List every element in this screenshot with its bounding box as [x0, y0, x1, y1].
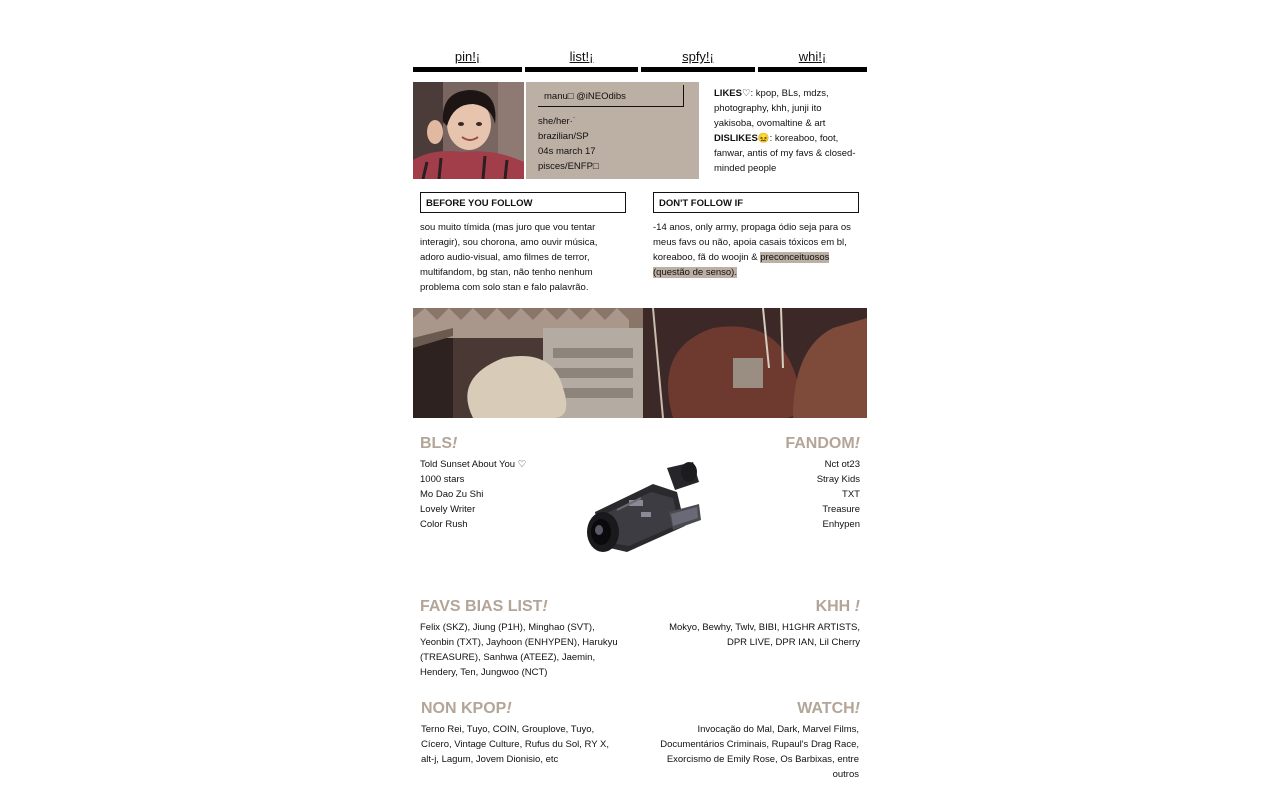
guitar-banner [413, 308, 867, 418]
profile-page [413, 0, 867, 800]
watch-title-ex: ! [854, 700, 860, 717]
list-item: 1000 stars [420, 474, 465, 485]
nav-link-whi[interactable]: whi!¡ [798, 49, 827, 64]
bias-title-text: FAVS BIAS LIST [420, 598, 543, 615]
bls-title-ex: ! [452, 435, 458, 452]
username-box: manu□ @iNEOdibs [538, 85, 684, 107]
nav-item-whi[interactable] [758, 48, 867, 72]
pronouns-text: she/her·˙ [538, 116, 577, 127]
dont-follow-highlight: preconceituosos (questão de senso). [653, 252, 830, 278]
dont-follow-text [653, 220, 859, 280]
profile-photo [413, 82, 524, 179]
fandom-list [740, 457, 860, 532]
sign-text: pisces/ENFP□ [538, 161, 599, 172]
nonkpop-title-ex: ! [506, 700, 512, 717]
before-follow-title: BEFORE YOU FOLLOW [420, 192, 626, 213]
fandom-title [785, 435, 860, 453]
dislikes-text: : koreaboo, foot, fanwar, antis of my favs & closed-minded people [714, 133, 856, 174]
likes-label: LIKES [714, 88, 742, 99]
nonkpop-title [421, 700, 512, 718]
nav-link-spfy[interactable]: spfy!¡ [682, 49, 714, 64]
watch-title-text: WATCH [797, 700, 855, 717]
profile-photo-image [413, 82, 524, 179]
list-item: Treasure [822, 504, 860, 515]
list-item: Color Rush [420, 519, 468, 530]
bls-list [420, 457, 580, 532]
watch-list: Invocação do Mal, Dark, Marvel Films, Documentários Criminais, Rupaul's Drag Race, Exorcismo de Emily Rose, Os Barbixas, entre outros [660, 724, 859, 780]
fandom-title-text: FANDOM [785, 435, 855, 452]
list-item: Nct ot23 [824, 459, 860, 470]
fandom-title-ex: ! [854, 435, 860, 452]
info-box [526, 82, 699, 179]
before-follow-text: sou muito tímida (mas juro que vou tentar interagir), sou chorona, amo ouvir música, adoro audio-visual, amo filmes de terror, multifandom, bg stan, não tenho nenhum problema com solo stan e falo palavrão. [420, 222, 598, 293]
nav-link-list[interactable]: list!¡ [569, 49, 594, 64]
khh-title-ex: ! [854, 598, 860, 615]
nav-item-list[interactable] [525, 48, 638, 72]
camera-image [581, 454, 705, 562]
location-text: brazilian/SP [538, 131, 589, 142]
camcorder-icon [581, 454, 705, 562]
nav-bar [641, 67, 755, 72]
nonkpop-title-text: NON KPOP [421, 700, 507, 717]
nav-bar [413, 67, 522, 72]
bls-title [420, 435, 457, 453]
dont-follow-title: DON'T FOLLOW IF [653, 192, 859, 213]
khh-list: Mokyo, Bewhy, Twlv, BIBI, H1GHR ARTISTS, DPR LIVE, DPR IAN, Lil Cherry [669, 622, 860, 648]
nonkpop-list: Terno Rei, Tuyo, COIN, Grouplove, Tuyo, Cícero, Vintage Culture, Rufus du Sol, RY X, alt-j, Lagum, Jovem Dionisio, etc [421, 724, 609, 765]
list-item: Told Sunset About You ♡ [420, 459, 527, 470]
watch-title [797, 700, 860, 718]
bias-title [420, 598, 548, 616]
likes-dislikes [714, 86, 864, 176]
list-item: Mo Dao Zu Shi [420, 489, 484, 500]
khh-title-text: KHH [815, 598, 855, 615]
birthday-text: 04s march 17 [538, 146, 596, 157]
nav-bar [758, 67, 867, 72]
list-item: Enhypen [822, 519, 860, 530]
nav-item-spfy[interactable] [641, 48, 755, 72]
likes-text: : kpop, BLs, mdzs, photography, khh, junji ito yakisoba, ovomaltine & art [714, 88, 829, 129]
nav-link-pin[interactable]: pin!¡ [454, 49, 481, 64]
info-lines [538, 114, 599, 174]
bls-title-text: BLS [420, 435, 452, 452]
dislikes-label: DISLIKES [714, 133, 758, 144]
guitar-banner-image [413, 308, 867, 418]
top-nav [413, 48, 867, 72]
bias-list: Felix (SKZ), Jiung (P1H), Minghao (SVT), Yeonbin (TXT), Jayhoon (ENHYPEN), Harukyu (TREASURE), Sanhwa (ATEEZ), Jaemin, Hendery, Ten, Jungwoo (NCT) [420, 622, 618, 678]
list-item: Stray Kids [816, 474, 860, 485]
dont-follow-main: -14 anos, only army, propaga ódio seja para os meus favs ou não, apoia casais tóxicos em bl, koreaboo, fã do woojin & [653, 222, 851, 263]
list-item: Lovely Writer [420, 504, 476, 515]
nav-bar [525, 67, 638, 72]
dislike-emoji-icon: 😖 [757, 133, 770, 144]
list-item: TXT [842, 489, 860, 500]
heart-icon: ♡ [741, 88, 751, 99]
khh-title [816, 598, 860, 616]
bias-title-ex: ! [542, 598, 548, 615]
nav-item-pin[interactable] [413, 48, 522, 72]
